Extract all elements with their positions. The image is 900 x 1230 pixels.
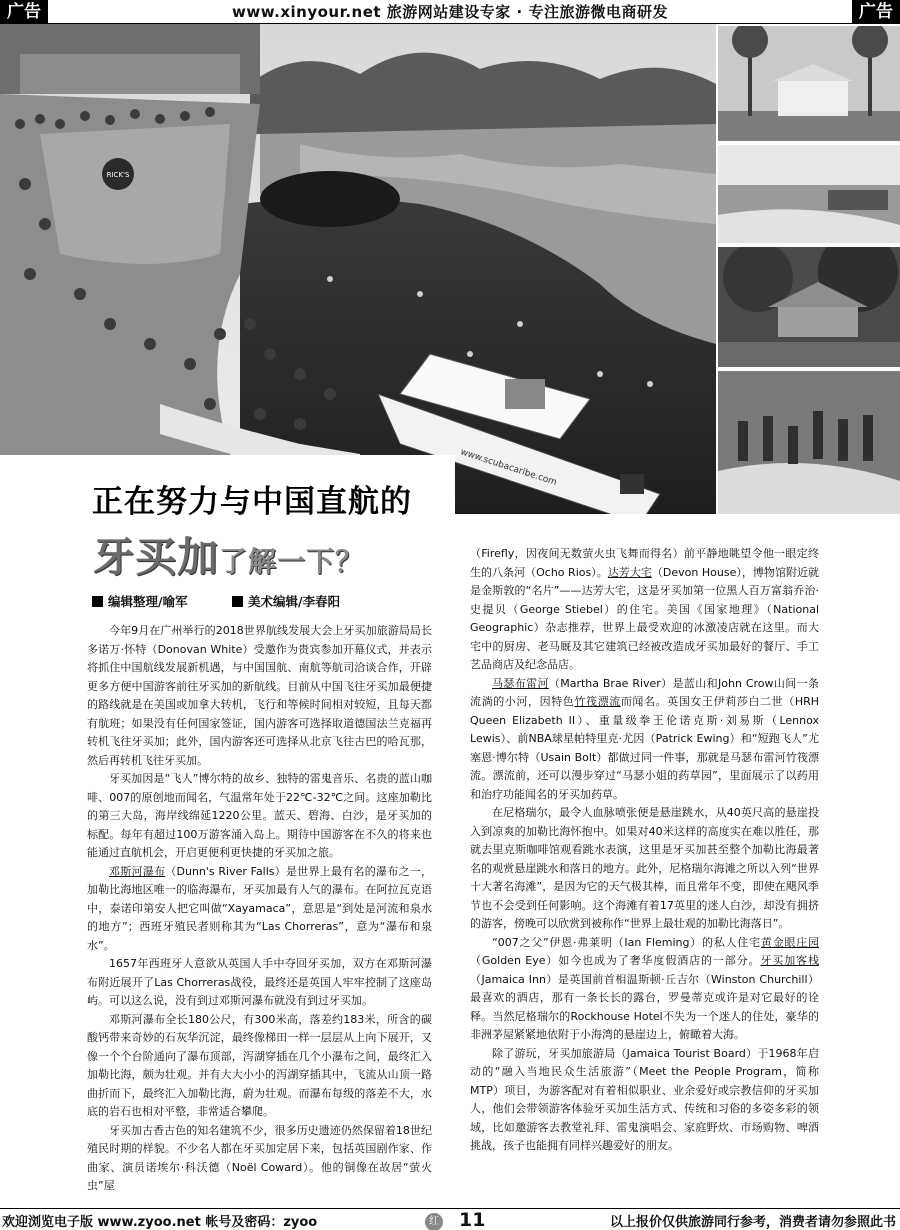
ad-label-left: 广告 [0, 0, 48, 24]
top-banner [0, 0, 900, 24]
square-bullet-icon [232, 596, 243, 607]
art-editor-credit: 美术编辑/李春阳 [232, 592, 340, 610]
boat-website: www.scubacaribe.com [459, 447, 558, 488]
ad-label-right: 广告 [852, 0, 900, 24]
paragraph: 在尼格瑞尔，最令人血脉喷张便是悬崖跳水，从40英尺高的悬崖投入到凉爽的加勒比海怀抱中。如果对40米这样的高度实在难以胜任，那就去里克斯咖啡馆观看跳水表演，这里是牙买加甚至整个加勒比海最著名的观赏悬崖跳水和落日的地方。此外，尼格瑞尔海滩之所以入列“世界十大著名海滩”，是因为它的天气极其棒，而且常年不变，即使在飓风季节也不会受到任何影响。这个海滩有着17英里的迷人白沙，却没有拥挤的游客，傍晚可以欣赏到被称作“世界上最壮观的加勒比海落日”。 [470, 806, 819, 930]
cove-illustration [0, 24, 716, 514]
paragraph: 除了游玩，牙买加旅游局（Jamaica Tourist Board）于1968年启动的“融入当地民众生活旅游”（Meet the People Program，简称MTP）项目，为游客配对有着相似职业、业余爱好或宗教信仰的牙买加人，他们会带领游客体验牙买加生活方式、传统和习俗的多姿多彩的领域，比如邀游客去教堂礼拜、雷鬼演唱会、家庭野炊、市场购物、啤酒挑战，孩子也能拥有同样兴趣爱好的朋友。 [470, 1046, 819, 1152]
highlight-martha-brae: 马瑟布雷河 [492, 676, 549, 690]
highlight-jamaica-inn: 牙买加客栈 [760, 954, 819, 967]
main-photo-cliff-jumping [0, 24, 716, 514]
highlight-dunns-river: 邓斯河瀑布 [109, 864, 166, 878]
photo-hut-river [718, 247, 900, 367]
page-number: 11 [459, 1209, 486, 1230]
article-right-column [470, 545, 819, 1156]
paragraph: （Firefly，因夜间无数萤火虫飞舞而得名）前平静地眺望令他一眼定终生的八条河（Ocho Rios）。达芳大宅（Devon House），博物馆附近就是金斯敦的“名片”——达芳大宅，这是牙买加第一位黑人百万富翁乔治·史提贝（George Stiebel）的住宅。美国《国家地理》（National Geographic）杂志推荐，世界上最受欢迎的冰激凌店就在这里。而大宅中的厨房、老马厩及其它建筑已经被改造成牙买加最好的餐厅、手工艺品商店及纪念品店。 [470, 547, 820, 671]
page-indicator [425, 1209, 485, 1230]
headline-line2 [93, 524, 364, 583]
headline-line1: 正在努力与中国直航的 [92, 484, 412, 520]
ricks-sign: RICK'S [106, 171, 130, 179]
headline-country: 牙买加 [93, 533, 219, 581]
paragraph: 邓斯河瀑布全长180公尺，有300米高，落差约183米，所含的碳酸钙带来奇妙的石灰华沉淀，最终像梯田一样一层层从上向下展开，又像一个个台阶通向了瀑布顶部，泻湖穿插在几个小瀑布之间，最终汇入加勒比海，颇为壮观。并有大大小小的泻湖穿插其中，飞流从山顶一路曲折而下，最终汇入加勒比海，蔚为壮观。而瀑布每级的落差不大，水底的岩石也相对平整，非常适合攀爬。 [87, 1012, 432, 1118]
paragraph: 牙买加因是“飞人”博尔特的故乡、独特的雷鬼音乐、名贵的蓝山咖啡、007的原创地而闻名，气温常年处于22℃-32℃之间。这座加勒比的第三大岛，海岸线绵延1220公里。蓝天、碧海、白沙，是牙买加的标配。每年有超过100万游客涌入岛上。期待中国游客在不久的将来也能通过直航机会，开启更便利更快捷的牙买加之旅。 [87, 772, 432, 859]
highlight-devon-house: 达芳大宅 [607, 565, 652, 579]
highlight-golden-eye: 黄金眼庄园 [760, 935, 820, 949]
photo-waterfall-climbers [718, 371, 900, 514]
footer-disclaimer: 以上报价仅供旅游同行参考，消费者请勿参照此书 [609, 1215, 896, 1230]
editor-credit: 编辑整理/喻军 [92, 592, 188, 610]
paragraph: “007之父”伊恩·弗莱明（Ian Fleming）的私人住宅黄金眼庄园（Golden Eye）如今也成为了奢华度假酒店的一部分。牙买加客栈（Jamaica Inn）是英国前首相温斯顿·丘吉尔（Winston Churchill）最喜欢的酒店，那有一条长长的露台，罗曼蒂克或许是对它最好的诠释。当然尼格瑞尔的Rockhouse Hotel不失为一个迷人的住处，豪华的非洲茅屋紧紧地依附于小海湾的悬崖边上，俯瞰着大海。 [470, 935, 820, 1041]
paragraph: 1657年西班牙人意欲从英国人手中夺回牙买加，双方在邓斯河瀑布附近展开了Las Chorreras战役，最终还是英国人牢牢控制了这座岛屿。可以这么说，没有到过邓斯河瀑布就没有到过牙买加。 [87, 957, 432, 1007]
headline-suffix: 了解一下？ [219, 545, 365, 578]
website-banner[interactable]: www.xinyour.net 旅游网站建设专家 · 专注旅游微电商研发 [232, 3, 668, 21]
footer-website-info[interactable]: 欢迎浏览电子版 www.zyoo.net 帐号及密码：zyoo [2, 1215, 318, 1230]
photo-beach [718, 145, 900, 243]
highlight-rafting: 竹筏漂流 [574, 695, 621, 708]
paragraph: 邓斯河瀑布（Dunn's River Falls）是世界上最有名的瀑布之一，加勒比海地区唯一的临海瀑布，牙买加最有人气的瀑布。在阿拉瓦克语中，泰诺印第安人把它叫做“Xayamaca”，意思是“到处是河流和泉水的地方”；西班牙殖民者则称其为“Las Chorreras”，意为“瀑布和泉水”。 [87, 864, 432, 952]
photo-devon-house [718, 26, 900, 141]
article-left-column [87, 622, 432, 1196]
paragraph: 今年9月在广州举行的2018世界航线发展大会上牙买加旅游局局长多诺万·怀特（Donovan White）受邀作为贵宾参加开幕仪式，并表示将抓住中国航线发展新机遇，与中国国航、南航等航司洽谈合作，开辟更多方便中国游客前往牙买加的新航线。目前从中国飞往牙买加最便捷的路线就是在美国或加拿大转机，飞行和等候时间相对较短，且每天都有航班；如果没有任何国家签证，国内游客可选择取道德国法兰克福再转机飞往牙买加；此外，国内游客还可选择从北京飞往古巴的哈瓦那，然后再转机飞往牙买加。 [87, 624, 432, 767]
paragraph: 马瑟布雷河（Martha Brae River）是蓝山和John Crow山间一条流淌的小河，因特色竹筏漂流而闻名。英国女王伊莉莎白二世（HRH Queen Elizabeth II）、重量级拳王伦诺克斯·刘易斯（Lennox Lewis）、前NBA球星帕特里克·尤因（Patrick Ewing）和“短跑飞人”尤塞恩·博尔特（Usain Bolt）都做过同一件事，那就是马瑟布雷河竹筏漂流。漂流前，还可以漫步穿过“马瑟小姐的药草园”，里面展示了以药用和治疗功能闻名的牙买加药草。 [470, 676, 820, 801]
footer [0, 1208, 900, 1230]
side-photo-strip [716, 24, 900, 514]
edition-badge: 红 [425, 1213, 443, 1230]
square-bullet-icon [92, 596, 103, 607]
paragraph: 牙买加古香古色的知名建筑不少，很多历史遗迹仍然保留着18世纪殖民时期的样貌。不少名人都在牙买加定居下来，包括英国剧作家、作曲家、演员诺埃尔·科沃德（Noël Coward）。他的铜像在故居“萤火虫”屋 [87, 1123, 432, 1192]
